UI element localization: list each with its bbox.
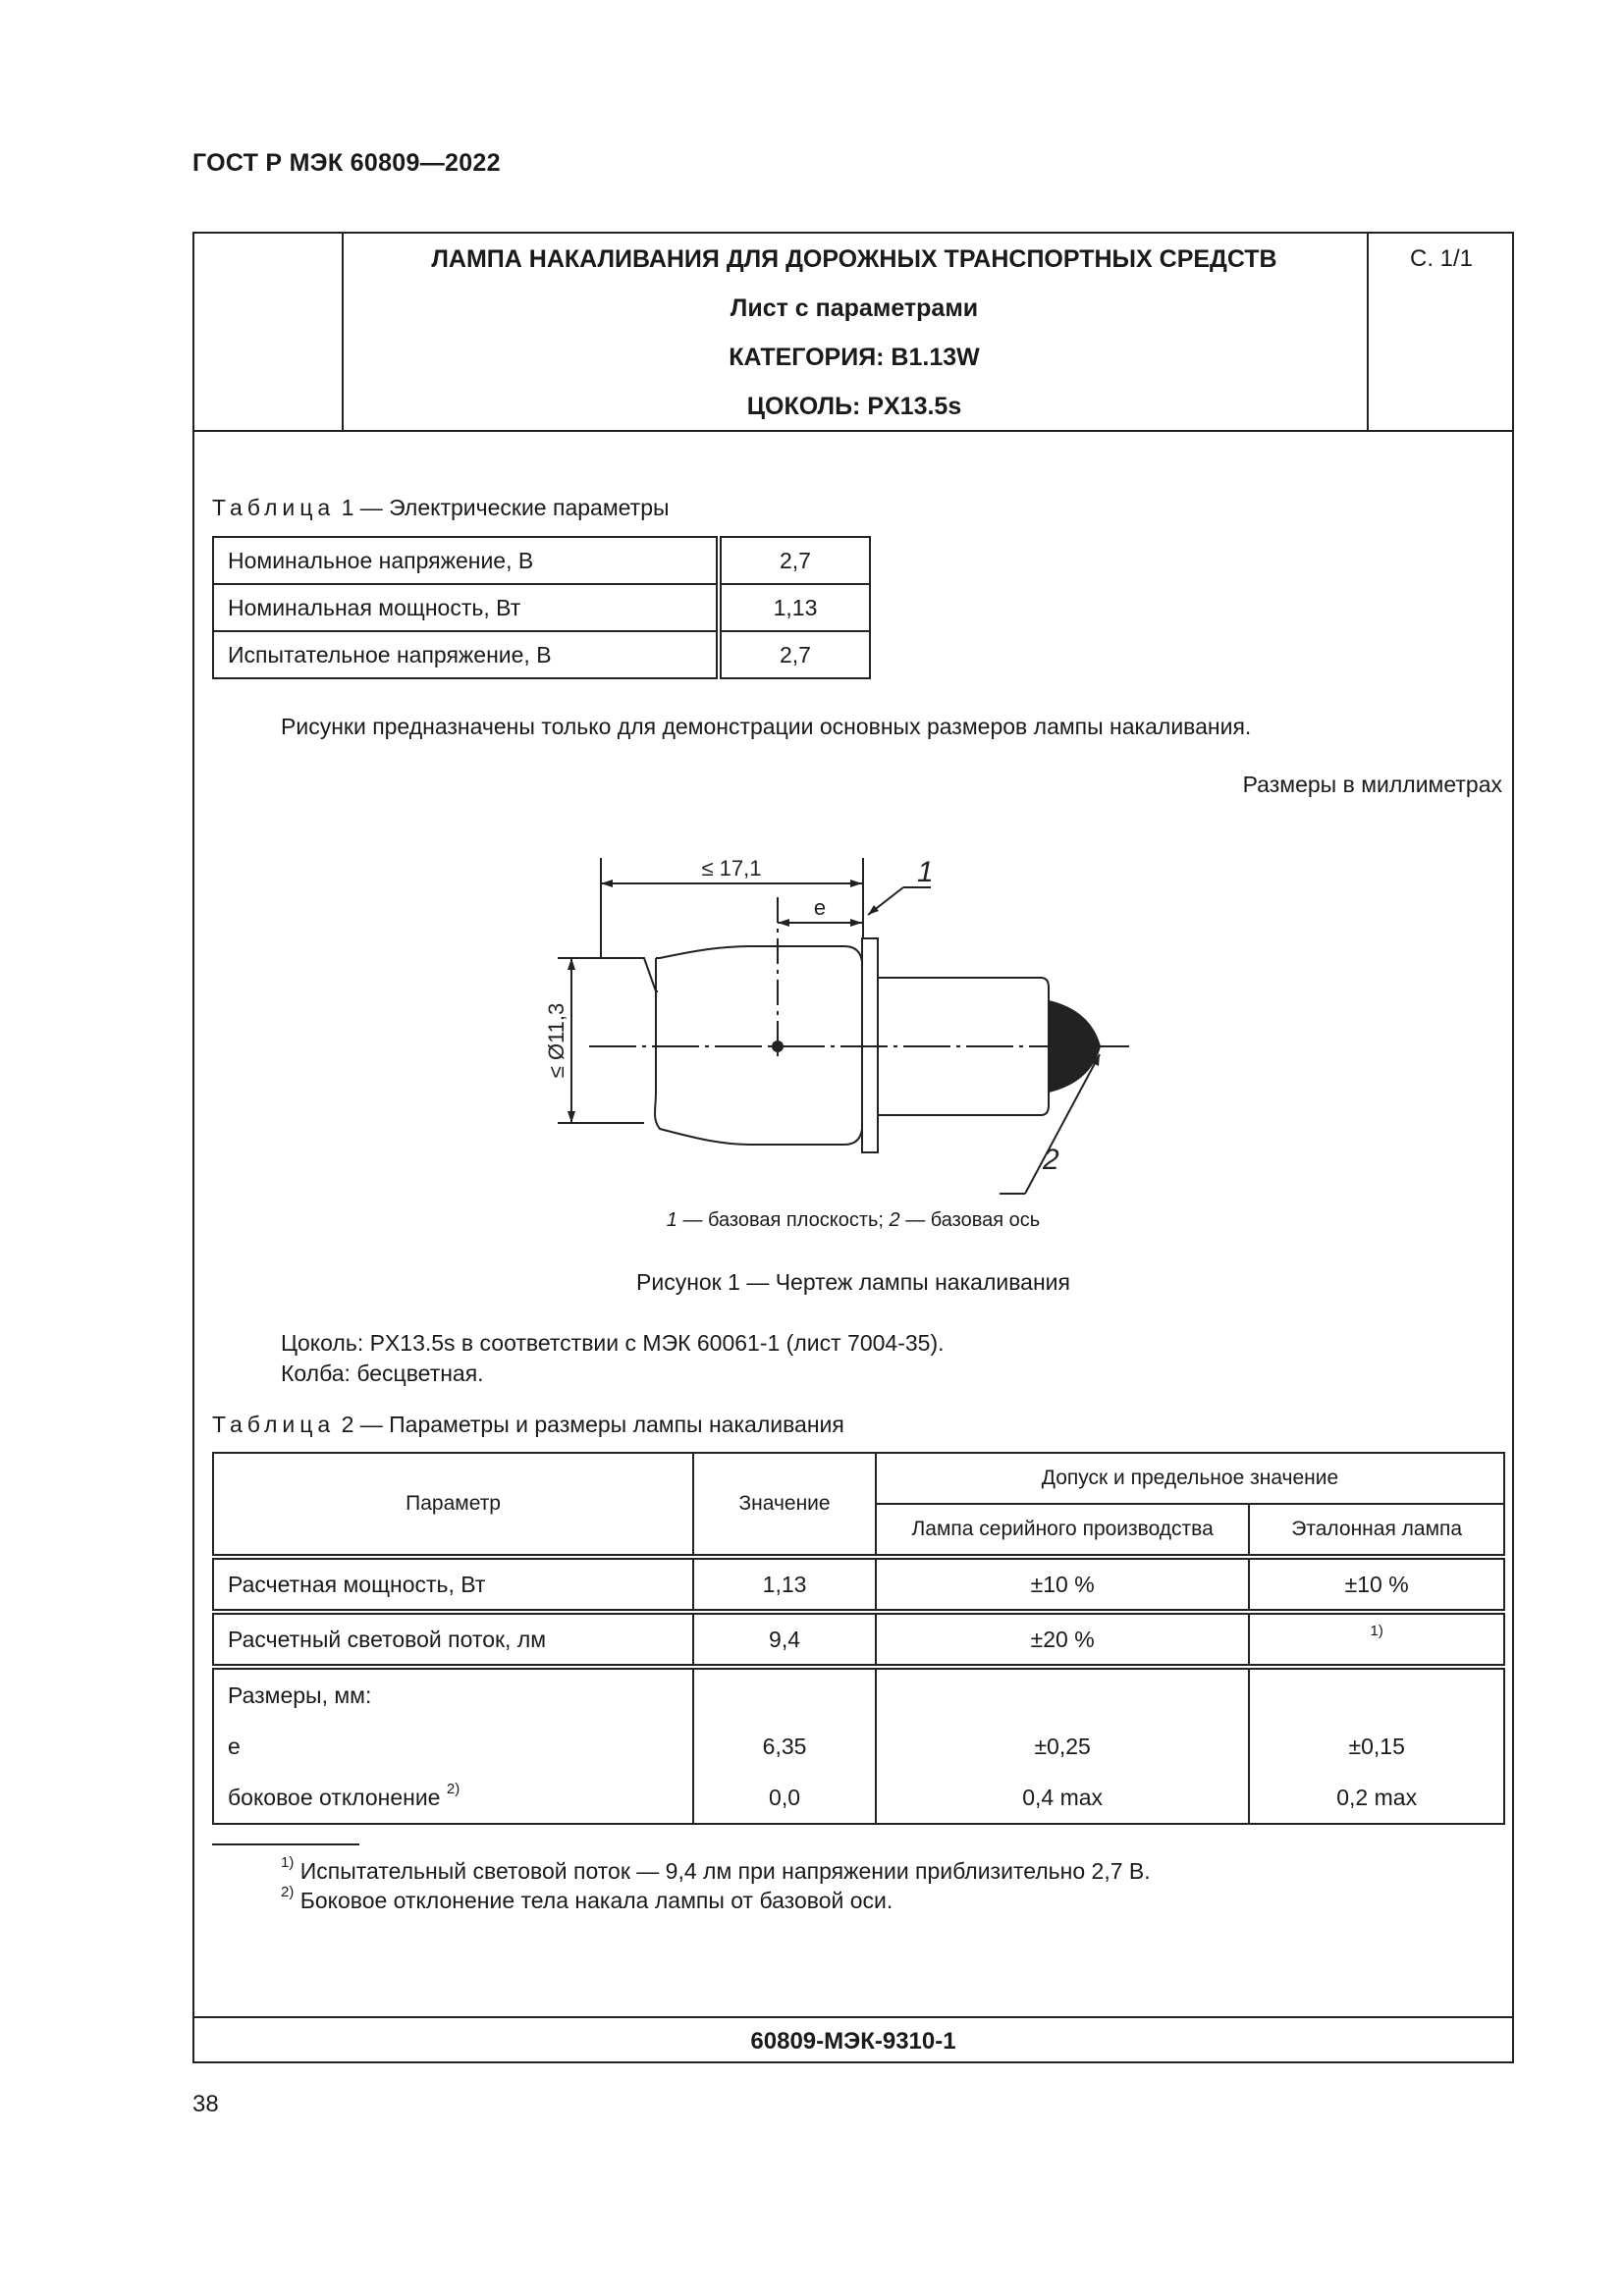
header-reference: Эталонная лампа (1249, 1504, 1504, 1557)
table-row: Расчетная мощность, Вт 1,13 ±10 % ±10 % (213, 1557, 1504, 1612)
header-value: Значение (693, 1453, 876, 1557)
figure-legend: 1 — базовая плоскость; 2 — базовая ось (666, 1209, 1041, 1231)
bulb-info: Колба: бесцветная. (281, 1361, 484, 1386)
footnote-ref: 1) (1370, 1622, 1383, 1639)
figure-caption: Рисунок 1 — Чертеж лампы накаливания (636, 1269, 1070, 1295)
header-serial: Лампа серийного производства (876, 1504, 1249, 1557)
table1-value-cell: 2,7 (719, 537, 870, 584)
page-number: 38 (192, 2091, 219, 2117)
table-row: Размеры, мм: (213, 1667, 1504, 1721)
sheet-subtitle: Лист с параметрами (730, 294, 979, 322)
arrow (778, 919, 789, 927)
table1-label-cell: Номинальное напряжение, В (213, 537, 719, 584)
header-param: Параметр (213, 1453, 693, 1557)
table1-value-cell: 2,7 (719, 631, 870, 678)
arrow (850, 880, 862, 887)
footnote-2: $^{2)}$ Боковое отклонение тела накала лампы от базовой оси. (281, 1884, 893, 1913)
arrow (568, 958, 575, 970)
sheet-bottom-rule (192, 2016, 1514, 2018)
table-row (213, 537, 870, 584)
header-tolerance: Допуск и предельное значение (876, 1453, 1504, 1504)
sheet-category: КАТЕГОРИЯ: B1.13W (729, 344, 980, 371)
dim-diameter-label: ≤ Ø11,3 (544, 1002, 568, 1079)
callout-1-label: 1 (917, 856, 934, 888)
table1-value-cell: 1,13 (719, 584, 870, 631)
table-row (213, 584, 870, 631)
bulb-neck (656, 958, 658, 991)
table2-caption: Таблица 2 — Параметры и размеры лампы накаливания (212, 1412, 844, 1437)
sheet-base: ЦОКОЛЬ: PX13.5s (746, 393, 962, 420)
arrow (601, 880, 613, 887)
footnote-1: $^{1)}$ Испытательный световой поток — 9,4 лм при напряжении приблизительно 2,7 В. (281, 1854, 1151, 1884)
lamp-drawing (544, 844, 1159, 1227)
table-row: боковое отклонение $^{2)}$ 0,0 0,4 max 0,2 max (213, 1772, 1504, 1824)
units-note: Размеры в миллиметрах (1242, 772, 1502, 797)
arrow (568, 1111, 575, 1123)
table1-label-cell: Номинальная мощность, Вт (213, 584, 719, 631)
arrow (850, 919, 862, 927)
figures-note: Рисунки предназначены только для демонстрации основных размеров лампы накаливания. (281, 714, 1252, 739)
dim-length-label: ≤ 17,1 (701, 856, 762, 881)
table1-caption: Таблица 1 — Электрические параметры (212, 495, 670, 520)
table-header-row (213, 1453, 1504, 1504)
footnote-ref: 2) (446, 1780, 460, 1797)
document-code: ГОСТ Р МЭК 60809—2022 (192, 149, 501, 177)
table-row: e 6,35 ±0,25 ±0,15 (213, 1721, 1504, 1772)
base-info: Цоколь: PX13.5s в соответствии с МЭК 60061-1 (лист 7004-35). (281, 1330, 945, 1356)
lamp-parameters-table (212, 1452, 1505, 1825)
callout-2-label: 2 (1043, 1144, 1059, 1176)
header-bottom-rule (194, 430, 1512, 432)
dim-e-label: e (813, 895, 827, 920)
table1-label-cell: Испытательное напряжение, В (213, 631, 719, 678)
electrical-parameters-table (212, 536, 871, 679)
base-contact (1049, 1001, 1100, 1092)
sheet-title: ЛАМПА НАКАЛИВАНИЯ ДЛЯ ДОРОЖНЫХ ТРАНСПОРТНЫХ СРЕДСТВ (431, 245, 1277, 273)
footnote-separator (212, 1843, 359, 1845)
filament-center-dot (772, 1041, 784, 1052)
sheet-page-indicator: С. 1/1 (1409, 245, 1474, 272)
table-row (213, 631, 870, 678)
table-row: Расчетный световой поток, лм 9,4 ±20 % $^{1)}$ (213, 1612, 1504, 1667)
sheet-code: 60809-МЭК-9310-1 (750, 2028, 956, 2055)
